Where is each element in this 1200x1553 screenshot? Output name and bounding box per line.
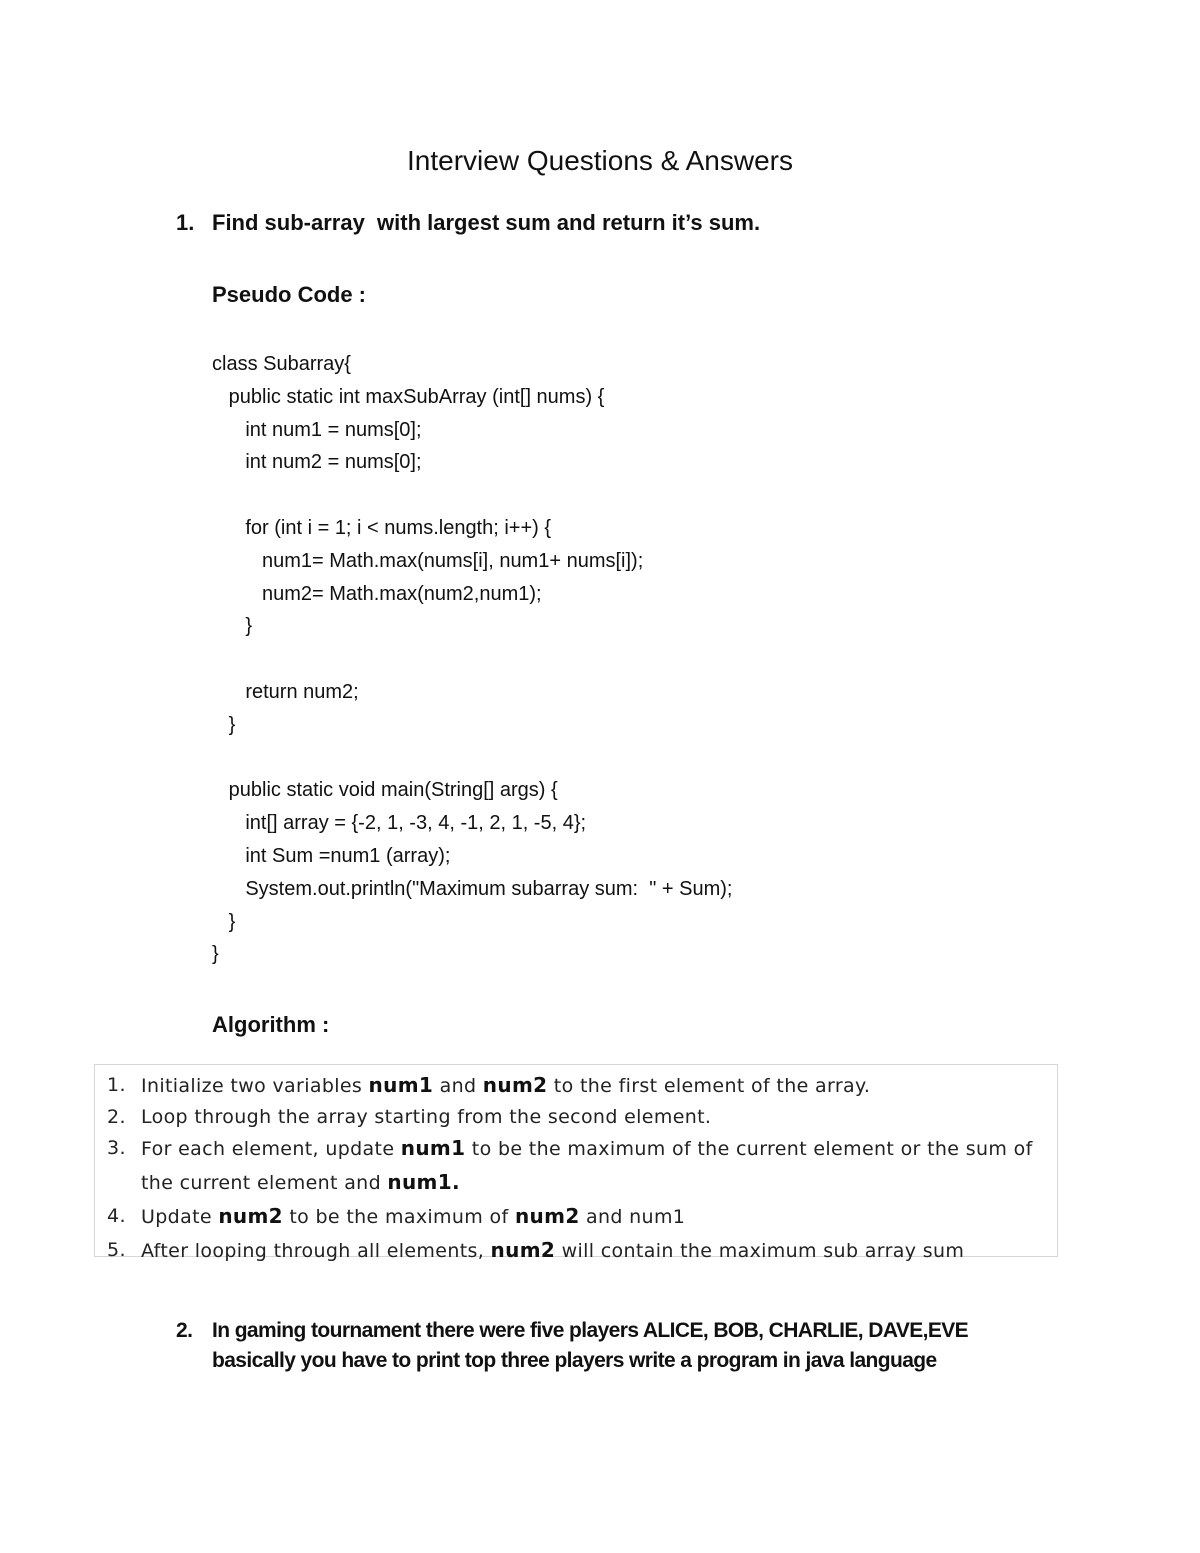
algorithm-label: Algorithm : xyxy=(212,1012,330,1037)
step-keyword: num1. xyxy=(387,1170,460,1194)
code-line xyxy=(212,643,732,676)
question-2-line-2: basically you have to print top three players write a program in java language xyxy=(212,1349,937,1372)
code-line: int[] array = {-2, 1, -3, 4, -1, 2, 1, -5, 4}; xyxy=(212,812,587,835)
step-keyword: num2 xyxy=(490,1238,556,1262)
code-line xyxy=(212,479,732,512)
code-line: } xyxy=(212,943,219,966)
step-keyword: num2 xyxy=(218,1204,283,1228)
code-line: System.out.println("Maximum subarray sum: " + Sum); xyxy=(212,877,733,900)
code-line: num2= Math.max(num2,num1); xyxy=(212,582,542,605)
step-keyword: num1 xyxy=(400,1136,466,1160)
question-2-heading xyxy=(176,1316,968,1376)
step-text: will contain the maximum sub array sum xyxy=(555,1240,965,1262)
step-text: to be the maximum of xyxy=(282,1206,515,1228)
algorithm-box xyxy=(94,1064,1058,1262)
code-line: class Subarray{ xyxy=(212,353,351,375)
code-line: } xyxy=(212,713,236,736)
step-number: 5. xyxy=(107,1239,126,1261)
code-line: int num2 = nums[0]; xyxy=(212,451,422,474)
question-1-text: Find sub-array with largest sum and return it’s sum. xyxy=(212,210,761,235)
code-line: } xyxy=(212,615,253,638)
step-number: 2. xyxy=(107,1106,126,1128)
question-1-heading xyxy=(176,208,760,238)
step-text: to be the maximum of the current element or the sum of the current element and xyxy=(141,1138,1040,1194)
code-line xyxy=(212,742,732,775)
code-line: for (int i = 1; i < nums.length; i++) { xyxy=(212,516,552,539)
step-keyword: num2 xyxy=(482,1073,548,1097)
code-line: public static void main(String[] args) { xyxy=(212,779,558,802)
step-text: Loop through the array starting from the second element. xyxy=(141,1106,712,1128)
step-text: Initialize two variables xyxy=(141,1075,369,1097)
code-line: public static int maxSubArray (int[] nums) { xyxy=(212,385,605,408)
page-title: Interview Questions & Answers xyxy=(407,145,793,176)
code-line: } xyxy=(212,910,236,933)
question-2-number: 2. xyxy=(176,1319,193,1342)
step-keyword: num2 xyxy=(514,1204,580,1228)
algorithm-step xyxy=(95,1234,1059,1268)
step-text: and num1 xyxy=(579,1206,686,1228)
pseudo-code-label: Pseudo Code : xyxy=(212,282,367,307)
step-number: 4. xyxy=(107,1205,126,1227)
step-number: 3. xyxy=(107,1137,126,1159)
code-line: return num2; xyxy=(212,680,359,703)
step-text: to the first element of the array. xyxy=(547,1075,871,1097)
algorithm-step xyxy=(95,1132,1059,1200)
algorithm-list xyxy=(95,1069,1059,1268)
step-text: After looping through all elements, xyxy=(141,1240,491,1262)
algorithm-step xyxy=(95,1103,1059,1132)
code-line: int Sum =num1 (array); xyxy=(212,844,451,867)
question-2-line-1: In gaming tournament there were five players ALICE, BOB, CHARLIE, DAVE,EVE xyxy=(212,1319,969,1342)
code-line: num1= Math.max(nums[i], num1+ nums[i]); xyxy=(212,549,644,572)
step-text: Update xyxy=(141,1206,219,1228)
question-1-number: 1. xyxy=(176,210,195,235)
pseudo-code-block xyxy=(212,348,732,971)
step-keyword: num1 xyxy=(368,1073,434,1097)
algorithm-step xyxy=(95,1069,1059,1103)
step-text: For each element, update xyxy=(141,1138,401,1160)
code-line: int num1 = nums[0]; xyxy=(212,418,422,441)
step-text: and xyxy=(433,1075,483,1097)
step-number: 1. xyxy=(107,1074,126,1096)
algorithm-step xyxy=(95,1200,1059,1234)
